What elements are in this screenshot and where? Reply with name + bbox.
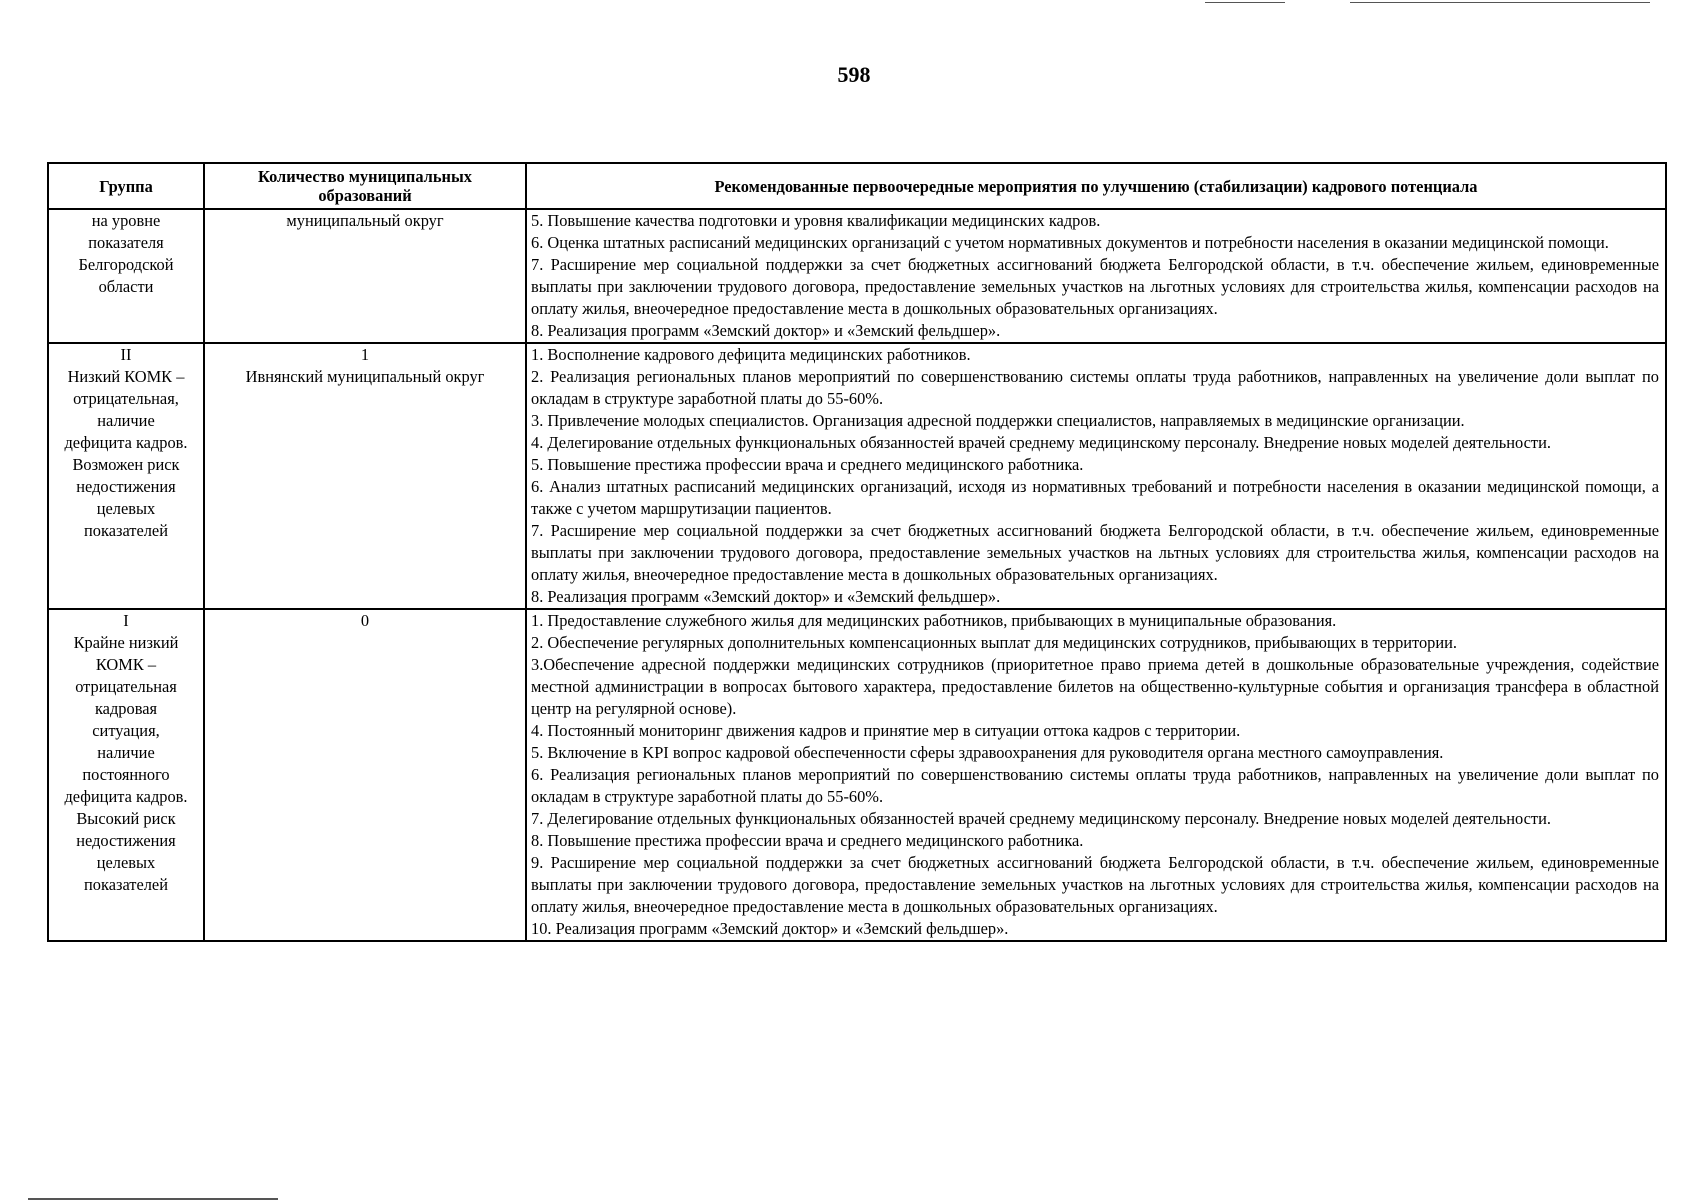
- group-line: области: [98, 277, 154, 296]
- group-line: целевых: [96, 853, 156, 872]
- group-line: ситуация,: [92, 721, 160, 740]
- group-line: показателей: [84, 875, 168, 894]
- measure-item: 5. Повышение качества подготовки и уровня квалификации медицинских кадров.: [531, 211, 1101, 230]
- group-line: II: [120, 345, 132, 364]
- table-body: [48, 209, 1666, 941]
- measures-cell: [526, 609, 1666, 941]
- table-header-row: [48, 163, 1666, 209]
- group-line: кадровая: [94, 699, 158, 718]
- group-line: на уровне: [91, 211, 161, 230]
- measure-item: 3. Привлечение молодых специалистов. Организация адресной поддержки специалистов, направляемых в медицинские организации.: [531, 411, 1465, 430]
- group-line: I: [123, 611, 129, 630]
- group-line: Белгородской: [78, 255, 174, 274]
- measure-item: 5. Включение в KPI вопрос кадровой обеспеченности сферы здравоохранения для руководителя органа местного самоуправления.: [531, 743, 1444, 762]
- group-line: Крайне низкий: [73, 633, 179, 652]
- header-count: Количество муниципальных образований: [204, 163, 526, 209]
- count-cell: [204, 209, 526, 343]
- measure-item: 7. Расширение мер социальной поддержки за счет бюджетных ассигнований бюджета Белгородской области, в т.ч. обеспечение жильем, единовременные выплаты при заключении трудового договора, предоставление земельных участков на льготных условиях для строительства жилья, компенсации расходов на оплату жилья, внеочередное предоставление места в дошкольных образовательных организациях.: [531, 255, 1659, 318]
- count-cell: [204, 609, 526, 941]
- measure-item: 2. Реализация региональных планов мероприятий по совершенствованию системы оплаты труда работников, направленных на увеличение доли выплат по окладам в структуре заработной платы до 55-60%.: [531, 367, 1659, 408]
- scan-artifact-top-line: [1205, 2, 1285, 3]
- group-cell: [48, 209, 204, 343]
- measures-cell: [526, 209, 1666, 343]
- measure-item: 2. Обеспечение регулярных дополнительных компенсационных выплат для медицинских сотрудников, прибывающих в территории.: [531, 633, 1458, 652]
- group-line: наличие: [97, 411, 155, 430]
- count-cell: [204, 343, 526, 609]
- count-line: 0: [360, 611, 370, 630]
- measure-item: 9. Расширение мер социальной поддержки за счет бюджетных ассигнований бюджета Белгородской области, в т.ч. обеспечение жильем, единовременные выплаты при заключении трудового договора, предоставление земельных участков на льготных условиях для строительства жилья, компенсации расходов на оплату жилья, внеочередное предоставление места в дошкольных образовательных организациях.: [531, 853, 1659, 916]
- measure-item: 8. Реализация программ «Земский доктор» и «Земский фельдшер».: [531, 321, 1001, 340]
- table-row: [48, 609, 1666, 941]
- group-line: постоянного: [82, 765, 170, 784]
- group-line: недостижения: [76, 831, 176, 850]
- measure-item: 4. Делегирование отдельных функциональных обязанностей врачей среднему медицинскому персоналу. Внедрение новых моделей деятельности.: [531, 433, 1551, 452]
- measure-item: 10. Реализация программ «Земский доктор» и «Земский фельдшер».: [531, 919, 1009, 938]
- measure-item: 3.Обеспечение адресной поддержки медицинских сотрудников (приоритетное право приема детей в дошкольные образовательные учреждения, содействие местной администрации в вопросах бытового характера, предоставление билетов на общественно-культурные события и организация трансфера в областной центр на регулярной основе).: [531, 655, 1659, 718]
- group-line: целевых: [96, 499, 156, 518]
- group-line: показателей: [84, 521, 168, 540]
- group-line: показателя: [88, 233, 164, 252]
- header-group: Группа: [48, 163, 204, 209]
- measure-item: 8. Повышение престижа профессии врача и среднего медицинского работника.: [531, 831, 1084, 850]
- group-cell: [48, 343, 204, 609]
- group-cell: [48, 609, 204, 941]
- group-line: наличие: [97, 743, 155, 762]
- measure-item: 4. Постоянный мониторинг движения кадров и принятие мер в ситуации оттока кадров с территории.: [531, 721, 1241, 740]
- measure-item: 6. Анализ штатных расписаний медицинских организаций, исходя из нормативных требований и потребности населения в оказании медицинской помощи, а также с учетом маршрутизации пациентов.: [531, 477, 1659, 518]
- measure-item: 1. Восполнение кадрового дефицита медицинских работников.: [531, 345, 971, 364]
- group-line: Возможен риск: [72, 455, 180, 474]
- group-line: дефицита кадров.: [64, 787, 188, 806]
- group-line: Низкий КОМК –: [67, 367, 185, 386]
- count-line: Ивнянский муниципальный округ: [245, 367, 485, 386]
- measures-cell: [526, 343, 1666, 609]
- page-number: 598: [837, 62, 871, 87]
- table-row: [48, 209, 1666, 343]
- measure-item: 7. Делегирование отдельных функциональных обязанностей врачей среднему медицинскому персоналу. Внедрение новых моделей деятельности.: [531, 809, 1551, 828]
- group-line: Высокий риск: [76, 809, 176, 828]
- group-line: отрицательная,: [73, 389, 179, 408]
- group-line: отрицательная: [75, 677, 177, 696]
- measure-item: 5. Повышение престижа профессии врача и среднего медицинского работника.: [531, 455, 1084, 474]
- table-row: [48, 343, 1666, 609]
- measures-table: [47, 162, 1667, 942]
- measure-item: 6. Оценка штатных расписаний медицинских организаций с учетом нормативных документов и потребности населения в оказании медицинской помощи.: [531, 233, 1609, 252]
- count-line: 1: [360, 345, 370, 364]
- group-line: недостижения: [76, 477, 176, 496]
- measure-item: 7. Расширение мер социальной поддержки за счет бюджетных ассигнований бюджета Белгородской области, в т.ч. обеспечение жильем, единовременные выплаты при заключении трудового договора, предоставление земельных участков на льтных условиях для строительства жилья, компенсации расходов на оплату жилья, внеочередное предоставление места в дошкольных образовательных организациях.: [531, 521, 1659, 584]
- measure-item: 8. Реализация программ «Земский доктор» и «Земский фельдшер».: [531, 587, 1001, 606]
- group-line: КОМК –: [95, 655, 157, 674]
- group-line: дефицита кадров.: [64, 433, 188, 452]
- measure-item: 6. Реализация региональных планов мероприятий по совершенствованию системы оплаты труда работников, направленных на увеличение доли выплат по окладам в структуре заработной платы до 55-60%.: [531, 765, 1659, 806]
- scan-artifact-top-line: [1350, 2, 1650, 3]
- header-measures: Рекомендованные первоочередные мероприятия по улучшению (стабилизации) кадрового потенциала: [526, 163, 1666, 209]
- measure-item: 1. Предоставление служебного жилья для медицинских работников, прибывающих в муниципальные образования.: [531, 611, 1337, 630]
- count-line: муниципальный округ: [286, 211, 444, 230]
